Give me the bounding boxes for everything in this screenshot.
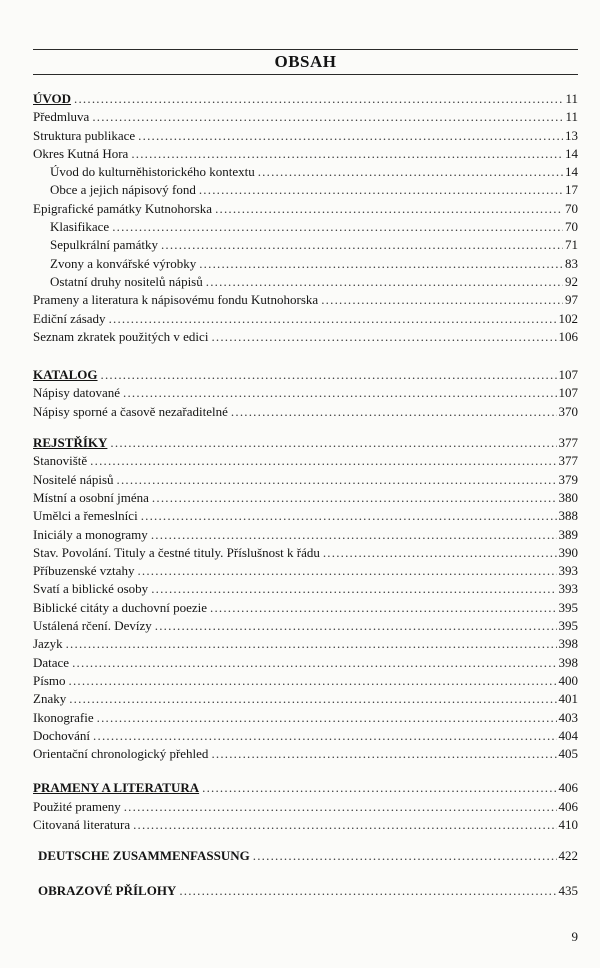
toc-label: Písmo xyxy=(33,672,66,688)
toc-entry[interactable] xyxy=(33,384,578,402)
dot-leader xyxy=(69,690,556,708)
dot-leader xyxy=(211,328,556,346)
toc-entry[interactable] xyxy=(33,291,578,309)
toc-page: 102 xyxy=(558,310,578,326)
toc-label: Stav. Povolání. Tituly a čestné tituly. Příslušnost k řádu xyxy=(33,544,320,560)
dot-leader xyxy=(69,672,557,690)
dot-leader xyxy=(66,635,557,653)
toc-entry[interactable] xyxy=(33,218,578,236)
dot-leader xyxy=(202,779,556,797)
dot-leader xyxy=(74,90,563,108)
dot-leader xyxy=(231,403,557,421)
toc-entry[interactable] xyxy=(33,328,578,346)
dot-leader xyxy=(101,366,557,384)
toc-page: 389 xyxy=(558,526,578,542)
toc-page: 400 xyxy=(558,672,578,688)
toc-entry[interactable] xyxy=(33,816,578,834)
dot-leader xyxy=(199,255,563,273)
toc-entry[interactable] xyxy=(33,617,578,635)
toc-entry[interactable] xyxy=(33,544,578,562)
toc-label: Epigrafické památky Kutnohorska xyxy=(33,200,213,216)
toc-entry[interactable] xyxy=(33,847,578,865)
toc-entry[interactable] xyxy=(33,127,578,145)
toc-entry[interactable] xyxy=(33,434,578,452)
toc-label: Biblické citáty a duchovní poezie xyxy=(33,599,207,615)
toc-label: Ediční zásady xyxy=(33,310,106,326)
toc-entry[interactable] xyxy=(33,709,578,727)
toc-page: 403 xyxy=(558,709,578,725)
page-title: OBSAH xyxy=(274,52,337,71)
toc-page: 388 xyxy=(558,508,578,524)
dot-leader xyxy=(215,200,563,218)
toc-page: 71 xyxy=(565,237,578,253)
toc-entry[interactable] xyxy=(33,145,578,163)
toc-page: 370 xyxy=(558,403,578,419)
dot-leader xyxy=(112,218,563,236)
toc-entry[interactable] xyxy=(33,452,578,470)
dot-leader xyxy=(90,452,556,470)
dot-leader xyxy=(109,310,557,328)
dot-leader xyxy=(92,108,563,126)
toc-entry[interactable] xyxy=(33,580,578,598)
toc-entry[interactable] xyxy=(33,471,578,489)
page-number: 9 xyxy=(571,929,578,944)
toc-entry[interactable] xyxy=(33,526,578,544)
toc-page: 380 xyxy=(558,489,578,505)
toc-label: Příbuzenské vztahy xyxy=(33,563,135,579)
dot-leader xyxy=(72,654,556,672)
toc-page: 406 xyxy=(558,798,578,814)
toc-page: 107 xyxy=(558,385,578,401)
toc-entry[interactable] xyxy=(33,798,578,816)
toc-label: Ustálená rčení. Devízy xyxy=(33,618,152,634)
dot-leader xyxy=(93,727,556,745)
toc-entry[interactable] xyxy=(33,310,578,328)
toc-entry[interactable] xyxy=(33,882,578,900)
toc-page: 70 xyxy=(565,219,578,235)
toc-label: Nápisy sporné a časově nezařaditelné xyxy=(33,403,228,419)
toc-page: 14 xyxy=(565,145,578,161)
toc-label: Okres Kutná Hora xyxy=(33,145,129,161)
toc-entry[interactable] xyxy=(33,745,578,763)
toc-label: Obce a jejich nápisový fond xyxy=(50,182,196,198)
toc-page: 395 xyxy=(558,599,578,615)
toc-entry[interactable] xyxy=(33,672,578,690)
toc-label: Zvony a konvářské výrobky xyxy=(50,255,197,271)
toc-page: 393 xyxy=(558,563,578,579)
table-of-contents xyxy=(33,90,578,900)
dot-leader xyxy=(258,163,563,181)
toc-page: 410 xyxy=(558,816,578,832)
toc-entry[interactable] xyxy=(33,779,578,797)
toc-page: 92 xyxy=(565,273,578,289)
toc-entry[interactable] xyxy=(33,654,578,672)
toc-entry[interactable] xyxy=(33,562,578,580)
dot-leader xyxy=(141,507,557,525)
top-rule xyxy=(33,49,578,50)
toc-label: Sepulkrální památky xyxy=(50,237,158,253)
dot-leader xyxy=(151,526,557,544)
toc-label: Seznam zkratek použitých v edici xyxy=(33,328,209,344)
toc-label: Předmluva xyxy=(33,109,90,125)
toc-page: 377 xyxy=(558,435,578,451)
toc-entry[interactable] xyxy=(33,366,578,384)
toc-label: Struktura publikace xyxy=(33,127,136,143)
toc-label: Ikonografie xyxy=(33,709,94,725)
toc-label: Jazyk xyxy=(33,636,63,652)
toc-page: 11 xyxy=(565,91,578,106)
toc-label: Nápisy datované xyxy=(33,385,121,401)
toc-label: Umělci a řemeslníci xyxy=(33,508,138,524)
toc-entry[interactable] xyxy=(33,108,578,126)
dot-leader xyxy=(161,236,563,254)
toc-page: 401 xyxy=(558,691,578,707)
toc-page: 106 xyxy=(558,328,578,344)
toc-label: Datace xyxy=(33,654,70,670)
toc-label: Nositelé nápisů xyxy=(33,471,114,487)
dot-leader xyxy=(138,127,563,145)
toc-entry[interactable] xyxy=(33,273,578,291)
toc-entry[interactable] xyxy=(33,507,578,525)
dot-leader xyxy=(179,882,556,900)
toc-label: Svatí a biblické osoby xyxy=(33,581,149,597)
toc-label: Úvod do kulturněhistorického kontextu xyxy=(50,164,255,180)
toc-page: 83 xyxy=(565,255,578,271)
toc-page: 390 xyxy=(558,544,578,560)
toc-label: KATALOG xyxy=(33,367,98,383)
toc-page: 395 xyxy=(558,618,578,634)
toc-label: OBRAZOVÉ PŘÍLOHY xyxy=(38,882,177,898)
toc-entry[interactable] xyxy=(33,163,578,181)
dot-leader xyxy=(211,745,556,763)
toc-label: Klasifikace xyxy=(50,219,110,235)
dot-leader xyxy=(133,816,556,834)
toc-entry[interactable] xyxy=(33,489,578,507)
toc-label: REJSTŘÍKY xyxy=(33,435,108,451)
toc-page: 377 xyxy=(558,453,578,469)
toc-label: Iniciály a monogramy xyxy=(33,526,148,542)
dot-leader xyxy=(123,384,556,402)
toc-label: DEUTSCHE ZUSAMMENFASSUNG xyxy=(38,848,250,864)
toc-label: Použité prameny xyxy=(33,798,121,814)
toc-entry[interactable] xyxy=(33,727,578,745)
dot-leader xyxy=(199,181,563,199)
toc-page: 107 xyxy=(558,367,578,383)
toc-entry[interactable] xyxy=(33,599,578,617)
toc-page: 379 xyxy=(558,471,578,487)
toc-page: 398 xyxy=(558,654,578,670)
toc-entry[interactable] xyxy=(33,690,578,708)
title-rule xyxy=(33,74,578,75)
toc-label: Ostatní druhy nositelů nápisů xyxy=(50,273,203,289)
toc-label: Místní a osobní jména xyxy=(33,489,149,505)
toc-entry[interactable] xyxy=(33,90,578,108)
dot-leader xyxy=(152,489,557,507)
dot-leader xyxy=(155,617,557,635)
dot-leader xyxy=(206,273,563,291)
toc-label: ÚVOD xyxy=(33,91,72,106)
toc-page: 398 xyxy=(558,636,578,652)
toc-page: 11 xyxy=(565,109,578,125)
dot-leader xyxy=(321,291,563,309)
toc-page: 17 xyxy=(565,182,578,198)
toc-page: 406 xyxy=(558,780,578,796)
toc-page: 14 xyxy=(565,164,578,180)
toc-entry[interactable] xyxy=(33,403,578,421)
dot-leader xyxy=(323,544,557,562)
toc-label: Znaky xyxy=(33,691,67,707)
dot-leader xyxy=(110,434,556,452)
dot-leader xyxy=(137,562,556,580)
dot-leader xyxy=(117,471,557,489)
toc-label: Dochování xyxy=(33,727,91,743)
dot-leader xyxy=(151,580,556,598)
toc-label: Citovaná literatura xyxy=(33,816,131,832)
toc-label: PRAMENY A LITERATURA xyxy=(33,780,200,796)
toc-entry[interactable] xyxy=(33,181,578,199)
dot-leader xyxy=(97,709,557,727)
dot-leader xyxy=(253,847,557,865)
dot-leader xyxy=(131,145,563,163)
toc-entry[interactable] xyxy=(33,236,578,254)
toc-entry[interactable] xyxy=(33,200,578,218)
toc-page: 13 xyxy=(565,127,578,143)
toc-label: Orientační chronologický přehled xyxy=(33,746,209,762)
dot-leader xyxy=(210,599,557,617)
toc-page: 393 xyxy=(558,581,578,597)
toc-page: 404 xyxy=(558,727,578,743)
toc-page: 405 xyxy=(558,746,578,762)
toc-entry[interactable] xyxy=(33,635,578,653)
toc-page: 422 xyxy=(558,848,578,864)
toc-page: 435 xyxy=(558,882,578,898)
toc-label: Stanoviště xyxy=(33,453,88,469)
toc-page: 70 xyxy=(565,200,578,216)
dot-leader xyxy=(124,798,557,816)
toc-entry[interactable] xyxy=(33,255,578,273)
toc-page: 97 xyxy=(565,292,578,308)
toc-label: Prameny a literatura k nápisovému fondu Kutnohorska xyxy=(33,292,319,308)
